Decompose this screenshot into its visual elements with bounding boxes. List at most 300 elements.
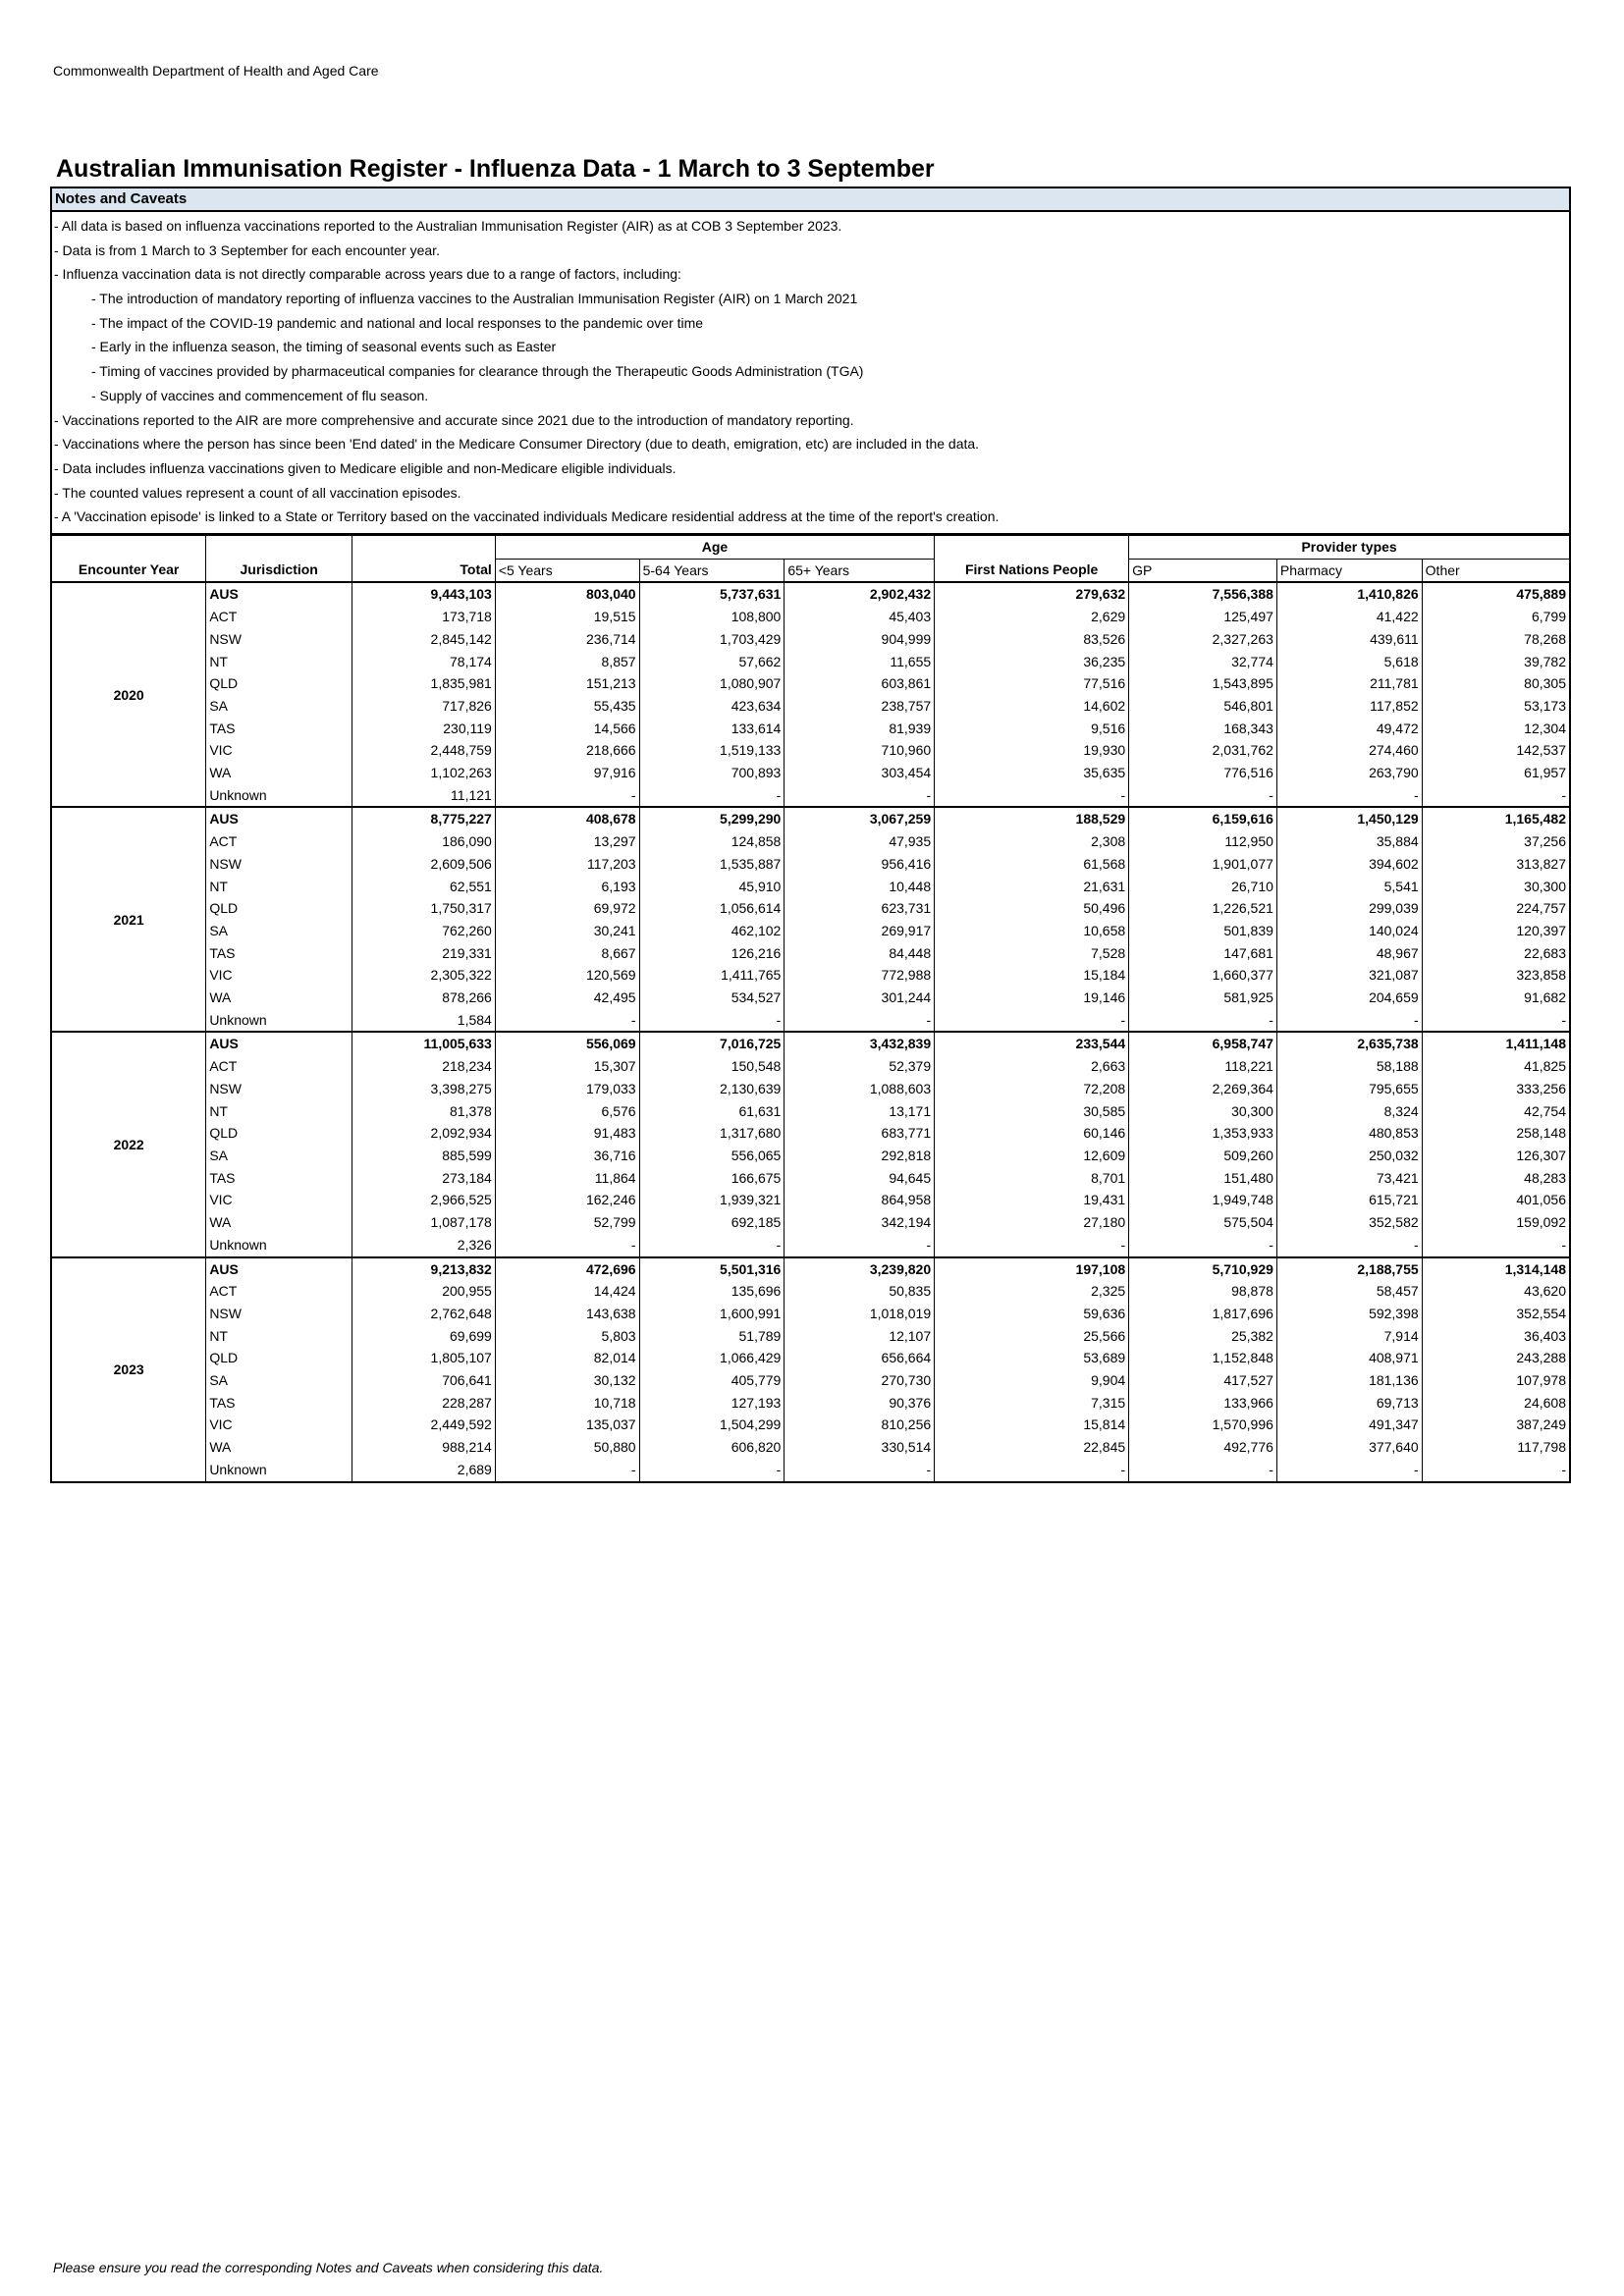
- first-nations-cell: 35,635: [935, 762, 1129, 784]
- gp-cell: 546,801: [1129, 695, 1277, 718]
- gp-cell: 1,901,077: [1129, 853, 1277, 876]
- header-spacer: [51, 535, 206, 559]
- note-line: - Early in the influenza season, the timing of seasonal events such as Easter: [91, 339, 557, 355]
- col-header-first-nations: First Nations People: [935, 559, 1129, 582]
- other-cell: -: [1422, 1459, 1570, 1482]
- under-5-cell: 6,193: [495, 876, 639, 898]
- table-row: [51, 1055, 1570, 1078]
- 65-plus-cell: 1,088,603: [785, 1078, 935, 1100]
- pharmacy-cell: 8,324: [1276, 1100, 1422, 1123]
- 65-plus-cell: 864,958: [785, 1189, 935, 1211]
- gp-cell: 776,516: [1129, 762, 1277, 784]
- pharmacy-cell: 35,884: [1276, 830, 1422, 853]
- 5-64-cell: -: [639, 1459, 785, 1482]
- total-cell: 2,966,525: [352, 1189, 496, 1211]
- other-cell: 142,537: [1422, 739, 1570, 762]
- 65-plus-cell: 269,917: [785, 920, 935, 942]
- table-row: [51, 1189, 1570, 1211]
- first-nations-cell: 9,516: [935, 718, 1129, 740]
- 5-64-cell: 45,910: [639, 876, 785, 898]
- under-5-cell: 97,916: [495, 762, 639, 784]
- 5-64-cell: 5,737,631: [639, 582, 785, 606]
- total-cell: 885,599: [352, 1145, 496, 1167]
- table-row: [51, 1078, 1570, 1100]
- under-5-cell: 13,297: [495, 830, 639, 853]
- total-cell: 2,762,648: [352, 1303, 496, 1325]
- notes-list: [52, 212, 1569, 533]
- table-row: [51, 582, 1570, 606]
- 5-64-cell: 126,216: [639, 942, 785, 965]
- 65-plus-cell: 330,514: [785, 1436, 935, 1459]
- note-line: - Supply of vaccines and commencement of flu season.: [91, 387, 429, 403]
- pharmacy-cell: 204,659: [1276, 987, 1422, 1009]
- total-cell: 186,090: [352, 830, 496, 853]
- under-5-cell: 30,132: [495, 1369, 639, 1392]
- jurisdiction-cell: ACT: [209, 833, 238, 850]
- total-cell: 762,260: [352, 920, 496, 942]
- col-header-gp: GP: [1129, 559, 1277, 582]
- first-nations-cell: 59,636: [935, 1303, 1129, 1325]
- total-cell: 1,584: [352, 1009, 496, 1033]
- total-cell: 2,689: [352, 1459, 496, 1482]
- pharmacy-cell: 2,188,755: [1276, 1257, 1422, 1281]
- col-header-jurisdiction: Jurisdiction: [206, 559, 352, 582]
- first-nations-cell: 22,845: [935, 1436, 1129, 1459]
- 5-64-cell: 556,065: [639, 1145, 785, 1167]
- jurisdiction-cell: AUS: [209, 1036, 239, 1052]
- encounter-year-cell: 2020: [51, 582, 206, 807]
- other-cell: -: [1422, 784, 1570, 808]
- table-row: [51, 1280, 1570, 1303]
- under-5-cell: 50,880: [495, 1436, 639, 1459]
- 65-plus-cell: 342,194: [785, 1211, 935, 1234]
- pharmacy-cell: 117,852: [1276, 695, 1422, 718]
- other-cell: -: [1422, 1009, 1570, 1033]
- table-row: [51, 651, 1570, 673]
- total-cell: 273,184: [352, 1167, 496, 1190]
- first-nations-cell: -: [935, 1234, 1129, 1257]
- table-row: [51, 1234, 1570, 1257]
- under-5-cell: -: [495, 1234, 639, 1257]
- total-cell: 1,087,178: [352, 1211, 496, 1234]
- total-cell: 2,305,322: [352, 964, 496, 987]
- jurisdiction-cell: NSW: [209, 1305, 242, 1321]
- gp-cell: 1,226,521: [1129, 897, 1277, 920]
- other-cell: 107,978: [1422, 1369, 1570, 1392]
- 5-64-cell: 133,614: [639, 718, 785, 740]
- 5-64-cell: -: [639, 1234, 785, 1257]
- first-nations-cell: 8,701: [935, 1167, 1129, 1190]
- table-row: [51, 672, 1570, 695]
- first-nations-cell: 188,529: [935, 807, 1129, 830]
- 65-plus-cell: 81,939: [785, 718, 935, 740]
- gp-cell: 2,327,263: [1129, 628, 1277, 651]
- 65-plus-cell: 270,730: [785, 1369, 935, 1392]
- total-cell: 11,121: [352, 784, 496, 808]
- 5-64-cell: 462,102: [639, 920, 785, 942]
- pharmacy-cell: 377,640: [1276, 1436, 1422, 1459]
- total-cell: 2,092,934: [352, 1122, 496, 1145]
- gp-cell: -: [1129, 1009, 1277, 1033]
- first-nations-cell: 7,315: [935, 1392, 1129, 1415]
- 65-plus-cell: 956,416: [785, 853, 935, 876]
- page-title: Australian Immunisation Register - Influenza Data - 1 March to 3 September: [56, 155, 935, 183]
- under-5-cell: -: [495, 1009, 639, 1033]
- table-row: [51, 739, 1570, 762]
- 65-plus-cell: -: [785, 1234, 935, 1257]
- col-header-encounter-year: Encounter Year: [51, 559, 206, 582]
- 65-plus-cell: 84,448: [785, 942, 935, 965]
- first-nations-cell: 7,528: [935, 942, 1129, 965]
- 65-plus-cell: 683,771: [785, 1122, 935, 1145]
- col-header-other: Other: [1422, 559, 1570, 582]
- 5-64-cell: 606,820: [639, 1436, 785, 1459]
- jurisdiction-cell: VIC: [209, 742, 233, 759]
- first-nations-cell: 27,180: [935, 1211, 1129, 1234]
- jurisdiction-cell: QLD: [209, 900, 239, 917]
- table-row: [51, 920, 1570, 942]
- gp-cell: 575,504: [1129, 1211, 1277, 1234]
- pharmacy-cell: -: [1276, 1234, 1422, 1257]
- gp-cell: 1,152,848: [1129, 1347, 1277, 1369]
- pharmacy-cell: 69,713: [1276, 1392, 1422, 1415]
- jurisdiction-cell: WA: [209, 1439, 232, 1456]
- pharmacy-cell: 1,450,129: [1276, 807, 1422, 830]
- gp-cell: 25,382: [1129, 1325, 1277, 1348]
- 65-plus-cell: 11,655: [785, 651, 935, 673]
- pharmacy-cell: 480,853: [1276, 1122, 1422, 1145]
- 65-plus-cell: 810,256: [785, 1414, 935, 1436]
- first-nations-cell: -: [935, 784, 1129, 808]
- pharmacy-cell: 140,024: [1276, 920, 1422, 942]
- table-row: [51, 1100, 1570, 1123]
- note-line: - The impact of the COVID-19 pandemic and national and local responses to the pandemic over time: [91, 314, 704, 331]
- under-5-cell: 117,203: [495, 853, 639, 876]
- jurisdiction-cell: NT: [209, 653, 228, 669]
- pharmacy-cell: 408,971: [1276, 1347, 1422, 1369]
- gp-cell: 32,774: [1129, 651, 1277, 673]
- 65-plus-cell: 45,403: [785, 606, 935, 628]
- other-cell: 120,397: [1422, 920, 1570, 942]
- table-row: [51, 876, 1570, 898]
- other-cell: 333,256: [1422, 1078, 1570, 1100]
- encounter-year-cell: 2023: [51, 1257, 206, 1482]
- other-cell: 323,858: [1422, 964, 1570, 987]
- other-cell: 258,148: [1422, 1122, 1570, 1145]
- under-5-cell: 143,638: [495, 1303, 639, 1325]
- 5-64-cell: 5,299,290: [639, 807, 785, 830]
- table-row: [51, 1459, 1570, 1482]
- 5-64-cell: 135,696: [639, 1280, 785, 1303]
- table-row: [51, 964, 1570, 987]
- first-nations-cell: 12,609: [935, 1145, 1129, 1167]
- note-line: - The introduction of mandatory reporting of influenza vaccines to the Australian Immunisation Register (AIR) on 1 March 2021: [91, 291, 858, 307]
- pharmacy-cell: 5,618: [1276, 651, 1422, 673]
- pharmacy-cell: 615,721: [1276, 1189, 1422, 1211]
- jurisdiction-cell: Unknown: [206, 1234, 352, 1257]
- total-cell: 230,119: [352, 718, 496, 740]
- gp-cell: 1,949,748: [1129, 1189, 1277, 1211]
- 65-plus-cell: 50,835: [785, 1280, 935, 1303]
- table-row: [51, 1414, 1570, 1436]
- pharmacy-cell: 299,039: [1276, 897, 1422, 920]
- 5-64-cell: 1,519,133: [639, 739, 785, 762]
- table-row: [51, 1325, 1570, 1348]
- under-5-cell: 8,857: [495, 651, 639, 673]
- 5-64-cell: 57,662: [639, 651, 785, 673]
- 65-plus-cell: 2,902,432: [785, 582, 935, 606]
- gp-cell: 118,221: [1129, 1055, 1277, 1078]
- 5-64-cell: 150,548: [639, 1055, 785, 1078]
- under-5-cell: -: [495, 1459, 639, 1482]
- first-nations-cell: 50,496: [935, 897, 1129, 920]
- gp-cell: 581,925: [1129, 987, 1277, 1009]
- pharmacy-cell: 48,967: [1276, 942, 1422, 965]
- other-cell: 36,403: [1422, 1325, 1570, 1348]
- 65-plus-cell: -: [785, 1459, 935, 1482]
- pharmacy-cell: 2,635,738: [1276, 1032, 1422, 1055]
- pharmacy-cell: 274,460: [1276, 739, 1422, 762]
- footer-note: Please ensure you read the corresponding Notes and Caveats when considering this data.: [53, 2260, 604, 2275]
- first-nations-cell: 60,146: [935, 1122, 1129, 1145]
- gp-cell: 1,817,696: [1129, 1303, 1277, 1325]
- gp-cell: 98,878: [1129, 1280, 1277, 1303]
- 5-64-cell: 423,634: [639, 695, 785, 718]
- 5-64-cell: 1,939,321: [639, 1189, 785, 1211]
- pharmacy-cell: 795,655: [1276, 1078, 1422, 1100]
- under-5-cell: 82,014: [495, 1347, 639, 1369]
- jurisdiction-cell: VIC: [209, 1416, 233, 1433]
- other-cell: 12,304: [1422, 718, 1570, 740]
- other-cell: 30,300: [1422, 876, 1570, 898]
- other-cell: 42,754: [1422, 1100, 1570, 1123]
- jurisdiction-cell: TAS: [209, 720, 236, 736]
- other-cell: 1,165,482: [1422, 807, 1570, 830]
- other-cell: 1,314,148: [1422, 1257, 1570, 1281]
- note-line: - Data is from 1 March to 3 September for each encounter year.: [54, 241, 440, 258]
- total-cell: 200,955: [352, 1280, 496, 1303]
- jurisdiction-cell: NSW: [209, 630, 242, 647]
- table-row: [51, 942, 1570, 965]
- first-nations-cell: 279,632: [935, 582, 1129, 606]
- header-spacer: [352, 535, 496, 559]
- first-nations-cell: 2,629: [935, 606, 1129, 628]
- under-5-cell: 218,666: [495, 739, 639, 762]
- first-nations-cell: 53,689: [935, 1347, 1129, 1369]
- jurisdiction-cell: ACT: [209, 609, 238, 625]
- pharmacy-cell: 41,422: [1276, 606, 1422, 628]
- note-line: - Vaccinations where the person has since been 'End dated' in the Medicare Consumer Directory (due to death, emigration, etc) are included in the data.: [54, 436, 980, 453]
- encounter-year-cell: 2021: [51, 807, 206, 1032]
- gp-cell: 1,353,933: [1129, 1122, 1277, 1145]
- first-nations-cell: 2,308: [935, 830, 1129, 853]
- encounter-year-cell: 2022: [51, 1032, 206, 1256]
- gp-cell: 133,966: [1129, 1392, 1277, 1415]
- col-header-65-plus: 65+ Years: [785, 559, 935, 582]
- 5-64-cell: -: [639, 1009, 785, 1033]
- first-nations-cell: 14,602: [935, 695, 1129, 718]
- 65-plus-cell: 10,448: [785, 876, 935, 898]
- first-nations-cell: 15,814: [935, 1414, 1129, 1436]
- agency-name: Commonwealth Department of Health and Aged Care: [53, 63, 379, 79]
- first-nations-cell: 9,904: [935, 1369, 1129, 1392]
- total-cell: 1,750,317: [352, 897, 496, 920]
- gp-cell: 2,031,762: [1129, 739, 1277, 762]
- 5-64-cell: 534,527: [639, 987, 785, 1009]
- pharmacy-cell: 181,136: [1276, 1369, 1422, 1392]
- jurisdiction-cell: NT: [209, 1102, 228, 1119]
- other-cell: 37,256: [1422, 830, 1570, 853]
- note-line: - The counted values represent a count of all vaccination episodes.: [54, 484, 461, 501]
- notes-heading: Notes and Caveats: [52, 188, 1569, 212]
- other-cell: 352,554: [1422, 1303, 1570, 1325]
- other-cell: 159,092: [1422, 1211, 1570, 1234]
- gp-cell: 6,958,747: [1129, 1032, 1277, 1055]
- total-cell: 706,641: [352, 1369, 496, 1392]
- 5-64-cell: 1,535,887: [639, 853, 785, 876]
- total-cell: 69,699: [352, 1325, 496, 1348]
- total-cell: 2,326: [352, 1234, 496, 1257]
- table-row: [51, 897, 1570, 920]
- gp-cell: 509,260: [1129, 1145, 1277, 1167]
- table-row: [51, 987, 1570, 1009]
- 65-plus-cell: 904,999: [785, 628, 935, 651]
- jurisdiction-cell: WA: [209, 765, 232, 781]
- gp-cell: 1,543,895: [1129, 672, 1277, 695]
- note-line: - A 'Vaccination episode' is linked to a State or Territory based on the vaccinated individuals Medicare residential address at the time of the report's creation.: [54, 508, 1000, 525]
- other-cell: 475,889: [1422, 582, 1570, 606]
- table-row: [51, 853, 1570, 876]
- jurisdiction-cell: Unknown: [206, 1459, 352, 1482]
- first-nations-cell: 25,566: [935, 1325, 1129, 1348]
- 5-64-cell: 51,789: [639, 1325, 785, 1348]
- table-row: [51, 1369, 1570, 1392]
- gp-cell: 26,710: [1129, 876, 1277, 898]
- total-cell: 62,551: [352, 876, 496, 898]
- under-5-cell: 236,714: [495, 628, 639, 651]
- under-5-cell: 6,576: [495, 1100, 639, 1123]
- table-row: [51, 807, 1570, 830]
- total-cell: 78,174: [352, 651, 496, 673]
- under-5-cell: 10,718: [495, 1392, 639, 1415]
- jurisdiction-cell: QLD: [209, 1350, 239, 1366]
- pharmacy-cell: 250,032: [1276, 1145, 1422, 1167]
- 5-64-cell: 700,893: [639, 762, 785, 784]
- age-group-header: Age: [495, 535, 934, 559]
- under-5-cell: 803,040: [495, 582, 639, 606]
- first-nations-cell: 15,184: [935, 964, 1129, 987]
- pharmacy-cell: 7,914: [1276, 1325, 1422, 1348]
- jurisdiction-cell: Unknown: [206, 1009, 352, 1033]
- under-5-cell: 91,483: [495, 1122, 639, 1145]
- 65-plus-cell: -: [785, 784, 935, 808]
- 65-plus-cell: 3,432,839: [785, 1032, 935, 1055]
- other-cell: 48,283: [1422, 1167, 1570, 1190]
- 65-plus-cell: 303,454: [785, 762, 935, 784]
- gp-cell: 6,159,616: [1129, 807, 1277, 830]
- total-cell: 218,234: [352, 1055, 496, 1078]
- 5-64-cell: 1,504,299: [639, 1414, 785, 1436]
- col-header-total: Total: [352, 559, 496, 582]
- jurisdiction-cell: TAS: [209, 1169, 236, 1186]
- 5-64-cell: 1,317,680: [639, 1122, 785, 1145]
- total-cell: 988,214: [352, 1436, 496, 1459]
- gp-cell: 147,681: [1129, 942, 1277, 965]
- 5-64-cell: 5,501,316: [639, 1257, 785, 1281]
- gp-cell: 30,300: [1129, 1100, 1277, 1123]
- jurisdiction-cell: TAS: [209, 944, 236, 961]
- under-5-cell: 36,716: [495, 1145, 639, 1167]
- note-line: - Data includes influenza vaccinations given to Medicare eligible and non-Medicare eligible individuals.: [54, 459, 677, 476]
- other-cell: 53,173: [1422, 695, 1570, 718]
- total-cell: 3,398,275: [352, 1078, 496, 1100]
- other-cell: 6,799: [1422, 606, 1570, 628]
- under-5-cell: 30,241: [495, 920, 639, 942]
- 65-plus-cell: 90,376: [785, 1392, 935, 1415]
- jurisdiction-cell: NT: [209, 1327, 228, 1344]
- total-cell: 9,213,832: [352, 1257, 496, 1281]
- under-5-cell: 8,667: [495, 942, 639, 965]
- pharmacy-cell: 352,582: [1276, 1211, 1422, 1234]
- gp-cell: 1,660,377: [1129, 964, 1277, 987]
- 5-64-cell: 1,703,429: [639, 628, 785, 651]
- total-cell: 2,609,506: [352, 853, 496, 876]
- under-5-cell: 11,864: [495, 1167, 639, 1190]
- other-cell: 80,305: [1422, 672, 1570, 695]
- total-cell: 219,331: [352, 942, 496, 965]
- jurisdiction-cell: NSW: [209, 1080, 242, 1096]
- first-nations-cell: 2,663: [935, 1055, 1129, 1078]
- pharmacy-cell: 439,611: [1276, 628, 1422, 651]
- table-row: [51, 1347, 1570, 1369]
- 65-plus-cell: 710,960: [785, 739, 935, 762]
- total-cell: 81,378: [352, 1100, 496, 1123]
- under-5-cell: 15,307: [495, 1055, 639, 1078]
- table-row: [51, 1436, 1570, 1459]
- pharmacy-cell: 58,457: [1276, 1280, 1422, 1303]
- other-cell: 24,608: [1422, 1392, 1570, 1415]
- col-header-under-5: <5 Years: [495, 559, 639, 582]
- jurisdiction-cell: Unknown: [206, 784, 352, 808]
- 5-64-cell: 61,631: [639, 1100, 785, 1123]
- table-row: [51, 1145, 1570, 1167]
- pharmacy-cell: 592,398: [1276, 1303, 1422, 1325]
- jurisdiction-cell: SA: [209, 1147, 228, 1163]
- jurisdiction-cell: QLD: [209, 1125, 239, 1142]
- under-5-cell: 19,515: [495, 606, 639, 628]
- total-cell: 228,287: [352, 1392, 496, 1415]
- jurisdiction-cell: SA: [209, 922, 228, 938]
- 65-plus-cell: 656,664: [785, 1347, 935, 1369]
- 5-64-cell: 127,193: [639, 1392, 785, 1415]
- under-5-cell: 162,246: [495, 1189, 639, 1211]
- 65-plus-cell: -: [785, 1009, 935, 1033]
- first-nations-cell: 83,526: [935, 628, 1129, 651]
- total-cell: 1,102,263: [352, 762, 496, 784]
- under-5-cell: 120,569: [495, 964, 639, 987]
- table-row: [51, 1122, 1570, 1145]
- other-cell: 1,411,148: [1422, 1032, 1570, 1055]
- under-5-cell: 179,033: [495, 1078, 639, 1100]
- 65-plus-cell: 623,731: [785, 897, 935, 920]
- total-cell: 2,845,142: [352, 628, 496, 651]
- gp-cell: 112,950: [1129, 830, 1277, 853]
- table-row: [51, 1392, 1570, 1415]
- gp-cell: 7,556,388: [1129, 582, 1277, 606]
- other-cell: 91,682: [1422, 987, 1570, 1009]
- 5-64-cell: 1,600,991: [639, 1303, 785, 1325]
- jurisdiction-cell: SA: [209, 697, 228, 714]
